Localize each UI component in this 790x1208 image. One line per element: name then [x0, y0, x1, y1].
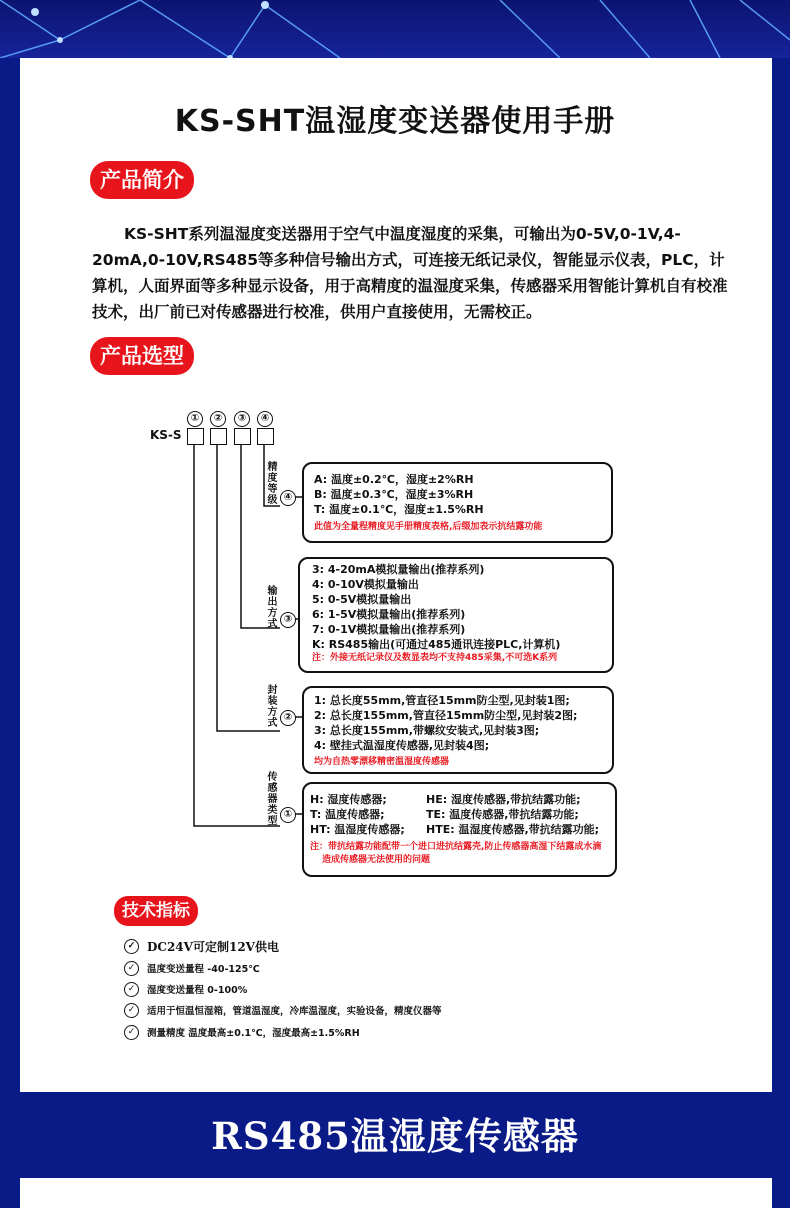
package-option: 3: 总长度155mm,带螺纹安装式,见封装3图; [314, 724, 540, 737]
bottom-banner-title: RS485温湿度传感器 [211, 1114, 579, 1158]
package-option: 4: 壁挂式温湿度传感器,见封装4图; [314, 739, 490, 752]
output-option: K: RS485输出(可通过485通讯连接PLC,计算机) [312, 638, 561, 651]
accuracy-label: 精度等级 [267, 462, 278, 506]
page-title: KS-SHT温湿度变送器使用手册 [174, 104, 616, 139]
check-circle-icon: ✓ [124, 982, 139, 997]
package-box [302, 686, 614, 774]
sensor-option: T: 温度传感器; [310, 808, 385, 821]
sensor-option: HT: 温湿度传感器; [310, 823, 405, 836]
sensor-option: TE: 温度传感器,带抗结露功能; [426, 808, 579, 821]
output-note: 注：外接无纸记录仪及数显表均不支持485采集,不可选K系列 [312, 653, 558, 663]
check-circle-icon: ✓ [124, 961, 139, 976]
sensor-note: 造成传感器无法使用的问题 [322, 855, 431, 865]
slot-number-1: ① [187, 411, 203, 427]
spec-item: ✓ 湿度变送量程 0-100% [124, 981, 247, 997]
spec-item: ✓ 测量精度 温度最高±0.1℃，湿度最高±1.5%RH [124, 1024, 360, 1040]
sensor-option: HE: 湿度传感器,带抗结露功能; [426, 793, 581, 806]
selection-heading: 产品选型 [90, 337, 194, 375]
sensor-options [310, 792, 615, 837]
next-content-card [20, 1178, 772, 1208]
specs-heading: 技术指标 [114, 896, 198, 926]
spec-item: ✓ 适用于恒温恒湿箱，管道温湿度，冷库温湿度，实验设备，精度仪器等 [124, 1002, 442, 1018]
slot-number-3: ③ [234, 411, 250, 427]
sensor-box [302, 782, 617, 877]
intro-heading: 产品简介 [90, 161, 194, 199]
sensor-option: HTE: 温湿度传感器,带抗结露功能; [426, 823, 600, 836]
output-option: 3: 4-20mA模拟量输出(推荐系列) [312, 563, 485, 576]
check-circle-icon: ✓ [124, 1025, 139, 1040]
output-box [298, 557, 614, 673]
sensor-note: 注：带抗结露功能配带一个进口进抗结露壳,防止传感器高湿下结露成水滴 [310, 842, 602, 852]
output-option: 4: 0-10V模拟量输出 [312, 578, 419, 591]
package-option: 1: 总长度55mm,管直径15mm防尘型,见封装1图; [314, 694, 570, 707]
accuracy-option: T: 温度±0.1℃，湿度±1.5%RH [314, 503, 484, 516]
output-option: 6: 1-5V模拟量输出(推荐系列) [312, 608, 466, 621]
accuracy-number: ④ [280, 490, 296, 506]
accuracy-option: B: 温度±0.3℃，湿度±3%RH [314, 488, 474, 501]
sensor-number: ① [280, 807, 296, 823]
output-label: 输出方式 [267, 586, 278, 630]
spec-item: ✓ 温度变送量程 -40-125℃ [124, 960, 260, 976]
package-number: ② [280, 710, 296, 726]
spec-item: ✓ DC24V可定制12V供电 [124, 938, 279, 954]
package-note: 均为自热零漂移精密温湿度传感器 [314, 757, 450, 767]
check-circle-icon: ✓ [124, 1003, 139, 1018]
slot-number-4: ④ [257, 411, 273, 427]
accuracy-box [302, 462, 613, 543]
check-circle-icon: ✓ [124, 939, 139, 954]
accuracy-option: A: 温度±0.2℃，湿度±2%RH [314, 473, 474, 486]
output-number: ③ [280, 612, 296, 628]
model-prefix: KS-S [150, 428, 182, 442]
sensor-label: 传感器类型 [267, 772, 278, 827]
package-option: 2: 总长度155mm,管直径15mm防尘型,见封装2图; [314, 709, 578, 722]
package-label: 封装方式 [267, 685, 278, 729]
output-option: 7: 0-1V模拟量输出(推荐系列) [312, 623, 466, 636]
sensor-option: H: 湿度传感器; [310, 793, 387, 806]
accuracy-note: 此值为全量程精度见手册精度表格,后缀加表示抗结露功能 [314, 522, 543, 532]
slot-number-2: ② [210, 411, 226, 427]
output-option: 5: 0-5V模拟量输出 [312, 593, 412, 606]
intro-text: KS-SHT系列温湿度变送器用于空气中温度湿度的采集，可输出为0-5V,0-1V,4-20mA,0-10V,RS485等多种信号输出方式，可连接无纸记录仪，智能显示仪表，PLC，计算机，人面界面等多种显示设备，用于高精度的温湿度采集，传感器采用智能计算机自有校准技术，出厂前已对传感器进行校准，供用户直接使用，无需校正。 [92, 225, 728, 321]
